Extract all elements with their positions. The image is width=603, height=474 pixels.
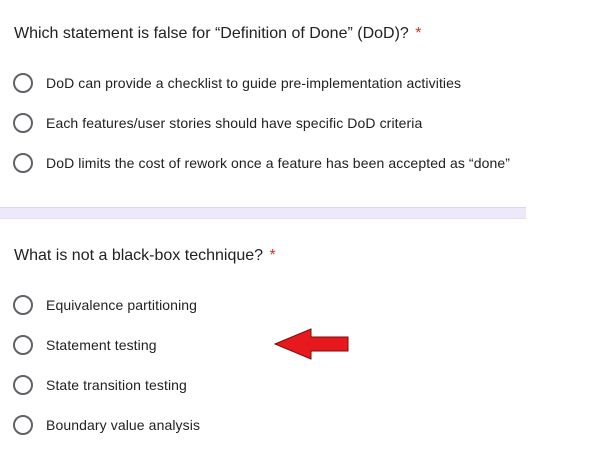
radio-button[interactable]	[13, 153, 33, 173]
q2-option-4[interactable]	[13, 414, 200, 436]
question-1-title	[14, 24, 422, 44]
required-asterisk: *	[269, 247, 276, 264]
radio-button[interactable]	[13, 113, 33, 133]
required-asterisk: *	[415, 25, 422, 42]
question-2-title	[14, 246, 276, 266]
q1-option-2[interactable]	[13, 112, 422, 134]
section-divider	[0, 207, 526, 219]
question-2-text: What is not a black-box technique?	[14, 247, 264, 264]
q2-option-2[interactable]	[13, 334, 157, 356]
option-label: Statement testing	[46, 337, 157, 353]
radio-button[interactable]	[13, 335, 33, 355]
radio-button[interactable]	[13, 73, 33, 93]
option-label: Equivalence partitioning	[46, 297, 198, 313]
q1-option-3[interactable]	[13, 152, 510, 174]
option-label: State transition testing	[46, 377, 187, 393]
option-label: DoD can provide a checklist to guide pre-implementation activities	[46, 75, 462, 91]
option-label: DoD limits the cost of rework once a feature has been accepted as “done”	[46, 155, 510, 171]
radio-button[interactable]	[13, 375, 33, 395]
left-arrow-icon	[274, 328, 350, 360]
q2-option-3[interactable]	[13, 374, 187, 396]
option-label: Boundary value analysis	[46, 417, 201, 433]
radio-button[interactable]	[13, 415, 33, 435]
radio-button[interactable]	[13, 295, 33, 315]
q2-option-1[interactable]	[13, 294, 197, 316]
q1-option-1[interactable]	[13, 72, 461, 94]
option-label: Each features/user stories should have specific DoD criteria	[46, 115, 423, 131]
question-1-text: Which statement is false for “Definition of Done” (DoD)?	[14, 25, 409, 42]
